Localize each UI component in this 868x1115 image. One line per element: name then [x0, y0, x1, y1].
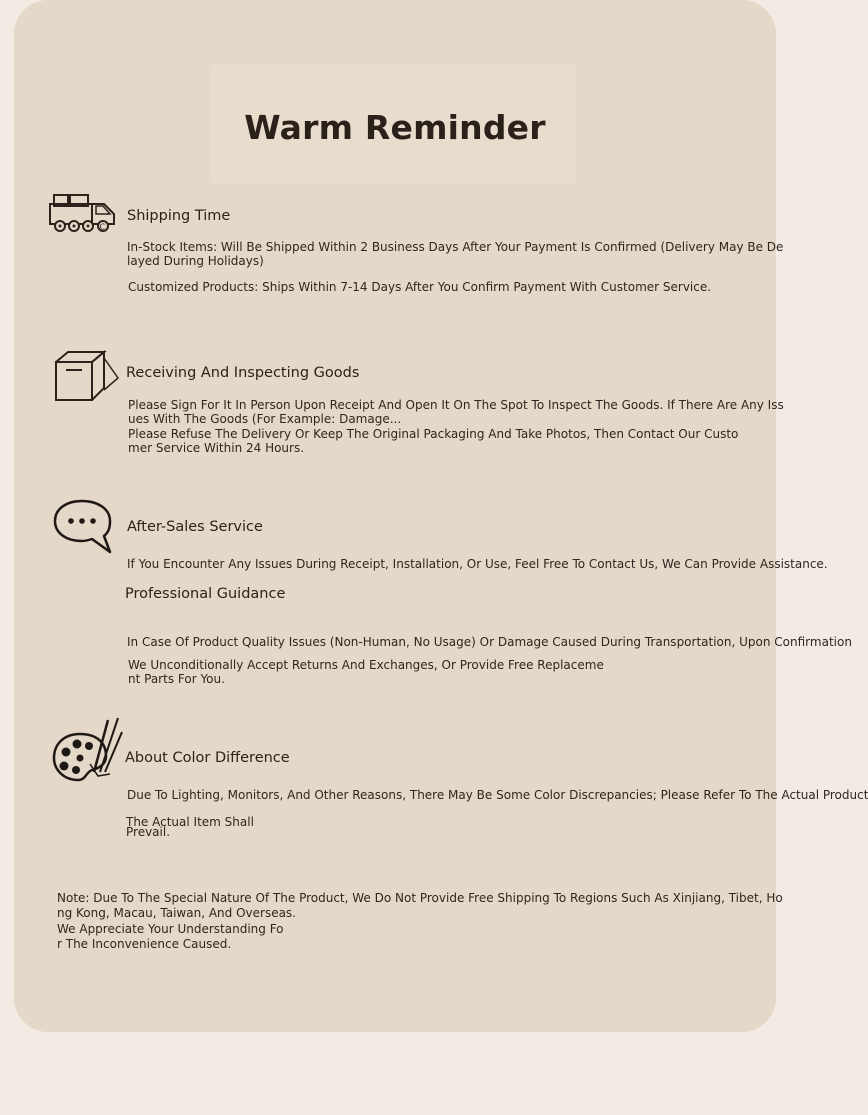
chat-bubble-icon	[52, 498, 118, 556]
receiving-line2: ues With The Goods (For Example: Damage...	[128, 412, 402, 426]
receiving-line3: Please Refuse The Delivery Or Keep The Original Packaging And Take Photos, Then Contact Our Custo	[128, 427, 739, 441]
professional-guidance-heading: Professional Guidance	[125, 586, 286, 602]
receiving-line4: mer Service Within 24 Hours.	[128, 441, 305, 455]
after-sales-line3: We Unconditionally Accept Returns And Exchanges, Or Provide Free Replaceme	[128, 658, 604, 672]
color-difference-heading: About Color Difference	[125, 750, 290, 766]
page-title: Warm Reminder	[244, 108, 546, 147]
shipping-customized-line: Customized Products: Ships Within 7-14 Days After You Confirm Payment With Customer Service.	[128, 280, 712, 294]
svg-text:C: C	[99, 222, 106, 232]
note-line1: Note: Due To The Special Nature Of The Product, We Do Not Provide Free Shipping To Regions Such As Xinjiang, Tibet, Ho	[57, 891, 783, 905]
receiving-line1: Please Sign For It In Person Upon Receipt And Open It On The Spot To Inspect The Goods. If There Are Any Iss	[128, 398, 784, 412]
receiving-heading: Receiving And Inspecting Goods	[126, 365, 360, 381]
paint-palette-icon	[50, 714, 126, 790]
after-sales-line4: nt Parts For You.	[128, 672, 225, 686]
truck-icon	[46, 192, 120, 236]
after-sales-line2: In Case Of Product Quality Issues (Non-Human, No Usage) Or Damage Caused During Transportation, Upon Confirmation	[127, 635, 852, 649]
color-difference-line2: The Actual Item Shall	[126, 815, 254, 829]
shipping-instock-line2: layed During Holidays)	[127, 254, 264, 268]
after-sales-line1: If You Encounter Any Issues During Receipt, Installation, Or Use, Feel Free To Contact Us, We Can Provide Assistance.	[127, 557, 828, 571]
note-line2: ng Kong, Macau, Taiwan, And Overseas.	[57, 906, 296, 920]
after-sales-heading: After-Sales Service	[127, 519, 263, 535]
color-difference-line1: Due To Lighting, Monitors, And Other Reasons, There May Be Some Color Discrepancies; Please Refer To The Actual Product	[127, 788, 868, 802]
shipping-instock-line1: In-Stock Items: Will Be Shipped Within 2 Business Days After Your Payment Is Confirmed (Delivery May Be De	[127, 240, 784, 254]
note-line3: We Appreciate Your Understanding Fo	[57, 922, 284, 936]
color-difference-line3: Prevail.	[126, 825, 171, 839]
box-icon	[52, 348, 122, 406]
note-line4: r The Inconvenience Caused.	[57, 937, 232, 951]
shipping-heading: Shipping Time	[127, 208, 231, 224]
